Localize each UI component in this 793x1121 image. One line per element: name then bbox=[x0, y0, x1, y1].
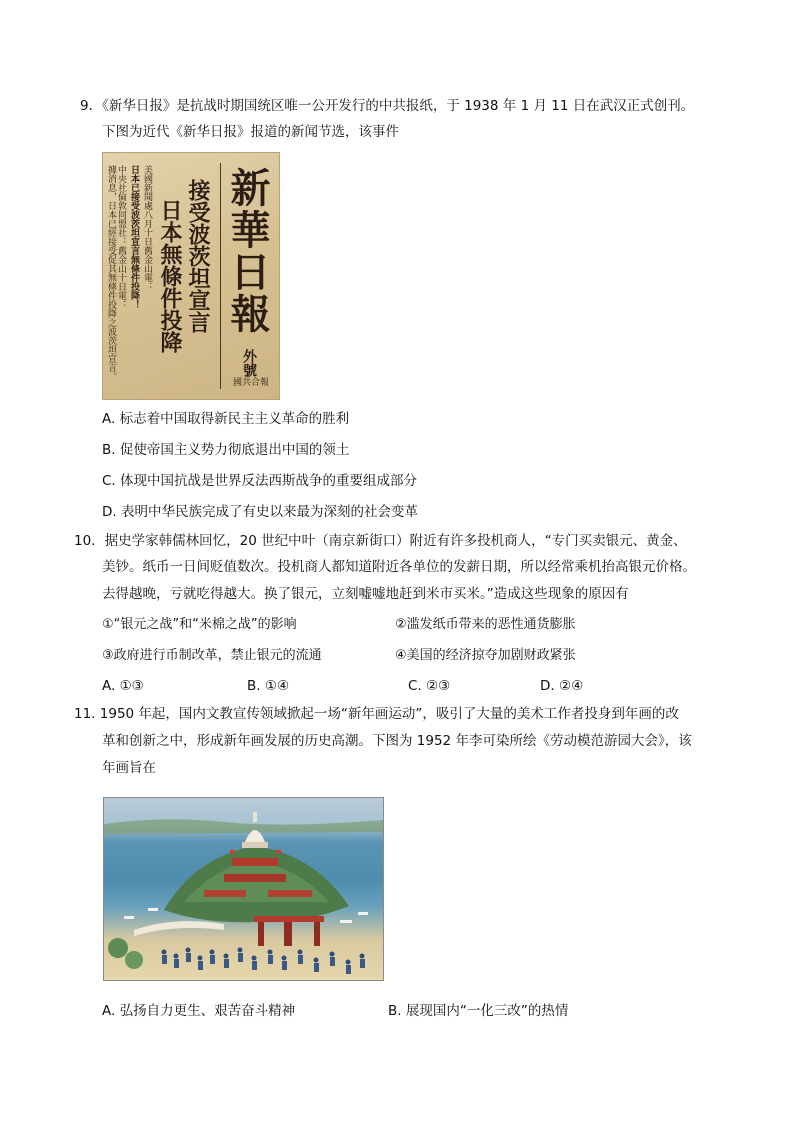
q10-option-a: A. ①③ bbox=[102, 678, 144, 694]
q10-stem-line1: 10．据史学家韩儒林回忆，20 世纪中叶（南京新街口）附近有许多投机商人，“专门买卖银元、黄金、 bbox=[74, 533, 687, 549]
newspaper-footer: 國共合報 bbox=[232, 378, 269, 388]
newspaper-headline-1: 接受波茨坦宣言 bbox=[185, 179, 211, 333]
q10-item-4: ④美国的经济掠夺加剧财政紧张 bbox=[395, 648, 576, 663]
q10-option-c: C. ②③ bbox=[408, 678, 451, 694]
painting-illustration bbox=[104, 798, 383, 980]
newspaper-body-2: 日本已接受波茨坦宣言無條件投降！ bbox=[129, 165, 139, 309]
q10-stem-line2: 美钞。纸币一日间贬值数次。投机商人都知道附近各单位的发薪日期，所以经常乘机抬高银元价格。 bbox=[102, 559, 696, 575]
painting-image bbox=[103, 797, 384, 981]
newspaper-rule bbox=[220, 163, 221, 389]
newspaper-masthead: 新華日報 bbox=[224, 167, 271, 335]
q9-option-b: B. 促使帝国主义势力彻底退出中国的领土 bbox=[102, 442, 350, 458]
q11-option-a: A. 弘扬自力更生、艰苦奋斗精神 bbox=[102, 1003, 296, 1019]
q9-option-c: C. 体现中国抗战是世界反法西斯战争的重要组成部分 bbox=[102, 473, 418, 489]
q10-option-d: D. ②④ bbox=[540, 678, 584, 694]
q9-option-a: A. 标志着中国取得新民主主义革命的胜利 bbox=[102, 411, 350, 427]
q9-stem-line1: 9．《新华日报》是抗战时期国统区唯一公开发行的中共报纸，于 1938 年 1 月 11 日在武汉正式创刊。 bbox=[80, 98, 695, 114]
q10-option-b: B. ①④ bbox=[247, 678, 290, 694]
q10-item-3: ③政府进行币制改革，禁止银元的流通 bbox=[102, 648, 322, 663]
q11-stem-line1: 11. 1950 年起，国内文教宣传领域掀起一场“新年画运动”，吸引了大量的美术工作者投身到年画的改 bbox=[74, 706, 679, 722]
q11-option-b: B. 展现国内“一化三改”的热情 bbox=[388, 1003, 569, 1019]
q10-stem-line3: 去得越晚，亏就吃得越大。换了银元，立刻嘘嘘地赶到米市买米。”造成这些现象的原因有 bbox=[102, 586, 629, 602]
q10-item-1: ①“银元之战”和“米棉之战”的影响 bbox=[102, 617, 297, 632]
newspaper-extra-label: 外號 bbox=[241, 349, 257, 377]
newspaper-headline-2: 日本無條件投降 bbox=[157, 199, 183, 353]
newspaper-body-1: 美國新聞處八月十日舊金山電： bbox=[142, 165, 152, 291]
q9-stem-line2: 下图为近代《新华日报》报道的新闻节选，该事件 bbox=[102, 124, 399, 140]
newspaper-body-3: 中央社倫敦同盟社：舊金山十日電： bbox=[116, 165, 126, 309]
q11-stem-line2: 革和创新之中，形成新年画发展的历史高潮。下图为 1952 年李可染所绘《劳动模范游园大会》，该 bbox=[102, 733, 692, 749]
newspaper-body-4: 據消息，日本已經接受促其無條件投降之波茨坦宣言。 bbox=[106, 165, 116, 381]
q11-stem-line3: 年画旨在 bbox=[102, 760, 156, 776]
q10-item-2: ②滥发纸币带来的恶性通货膨胀 bbox=[395, 617, 576, 632]
q9-option-d: D. 表明中华民族完成了有史以来最为深刻的社会变革 bbox=[102, 504, 418, 520]
newspaper-image bbox=[102, 152, 280, 400]
